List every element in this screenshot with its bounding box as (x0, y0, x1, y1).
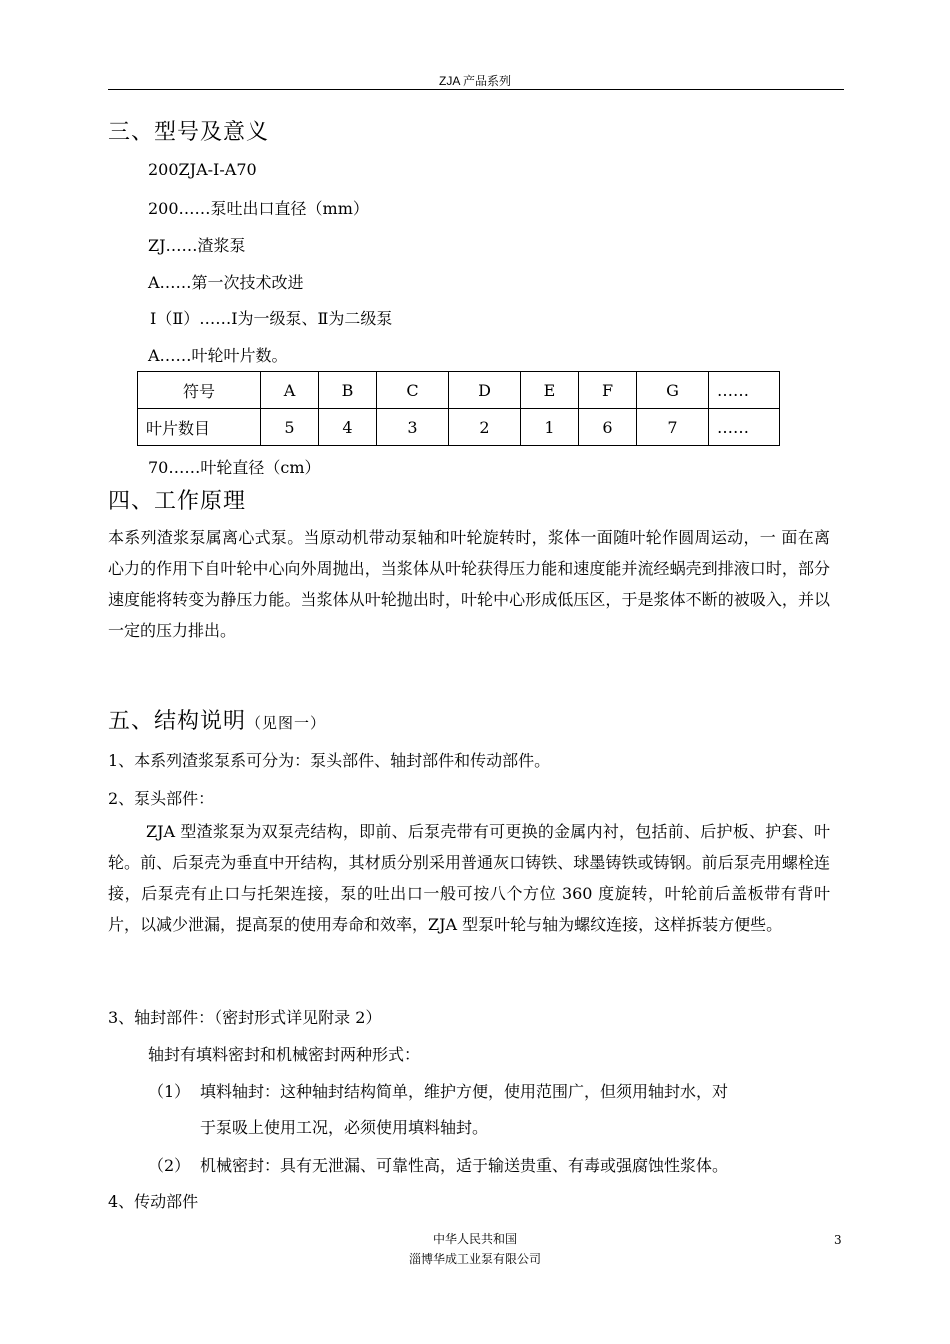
table-cell: 符号 (138, 372, 261, 409)
table-cell: 4 (319, 409, 377, 446)
model-line-blades: A……叶轮叶片数。 (148, 346, 288, 365)
section5-heading (108, 704, 326, 735)
table-cell: 6 (579, 409, 637, 446)
section4-heading: 四、工作原理 (108, 489, 247, 514)
seal-item-1-line2: 于泵吸上使用工况，必须使用填料轴封。 (200, 1118, 489, 1137)
model-example: 200ZJA-Ⅰ-A70 (148, 160, 257, 179)
model-line-improvement: A……第一次技术改进 (148, 273, 304, 292)
header-rule (108, 89, 844, 90)
footer-line2: 淄博华成工业泵有限公司 (408, 1252, 541, 1266)
table-cell: …… (709, 409, 780, 446)
table-row (138, 409, 780, 446)
structure-item-3: 3、轴封部件：（密封形式详见附录 2） (108, 1008, 382, 1027)
table-cell: A (261, 372, 319, 409)
table-cell: 5 (261, 409, 319, 446)
table-row (138, 372, 780, 409)
blade-count-table (137, 371, 780, 446)
seal-item-1-number: （1） (148, 1082, 191, 1101)
seal-item-2-text: 机械密封：具有无泄漏、可靠性高，适于输送贵重、有毒或强腐蚀性浆体。 (200, 1156, 729, 1175)
page-number: 3 (834, 1233, 842, 1247)
model-line-stage: Ⅰ（Ⅱ）……Ⅰ为一级泵、Ⅱ为二级泵 (150, 309, 393, 328)
table-cell: 7 (637, 409, 709, 446)
table-cell: 2 (449, 409, 521, 446)
working-principle-paragraph: 本系列渣浆泵属离心式泵。当原动机带动泵轴和叶轮旋转时，浆体一面随叶轮作圆周运动，一 面在离心力的作用下自叶轮中心向外周抛出，当浆体从叶轮获得压力能和速度能并流经蜗壳到排液口时，部分速度能将转变为静压力能。当浆体从叶轮抛出时，叶轮中心形成低压区，于是浆体不断的被吸入，并以一定的压力排出。 (108, 528, 830, 640)
section5-heading-note: （见图一） (246, 714, 327, 732)
table-cell: G (637, 372, 709, 409)
model-line-impeller-diameter: 70……叶轮直径（cm） (148, 458, 321, 477)
table-cell: C (377, 372, 449, 409)
seal-item-1-line1: 填料轴封：这种轴封结构简单，维护方便，使用范围广，但须用轴封水，对 (200, 1082, 729, 1101)
table-cell: F (579, 372, 637, 409)
page-header: ZJA 产品系列 (438, 74, 511, 88)
seal-item-2-number: （2） (148, 1156, 191, 1175)
table-cell: 1 (521, 409, 579, 446)
pump-head-paragraph: ZJA 型渣浆泵为双泵壳结构，即前、后泵壳带有可更换的金属内衬，包括前、后护板、护套、叶轮。前、后泵壳为垂直中开结构，其材质分别采用普通灰口铸铁、球墨铸铁或铸钢。前后泵壳用螺栓连接，后泵壳有止口与托架连接，泵的吐出口一般可按八个方位 360 度旋转，叶轮前后盖板带有背叶片，以减少泄漏，提高泵的使用寿命和效率，ZJA 型泵叶轮与轴为螺纹连接，这样拆装方便些。 (108, 822, 830, 934)
structure-item-4: 4、传动部件 (108, 1192, 199, 1211)
table-cell: 叶片数目 (138, 409, 261, 446)
table-cell: B (319, 372, 377, 409)
section3-heading: 三、型号及意义 (108, 120, 270, 145)
table-cell: 3 (377, 409, 449, 446)
model-line-type: ZJ……渣浆泵 (148, 236, 246, 255)
footer-line1: 中华人民共和国 (432, 1232, 517, 1246)
model-line-diameter: 200……泵吐出口直径（mm） (148, 199, 369, 218)
shaft-seal-intro: 轴封有填料密封和机械密封两种形式： (148, 1045, 421, 1064)
structure-item-1: 1、本系列渣浆泵系可分为：泵头部件、轴封部件和传动部件。 (108, 751, 551, 770)
section5-heading-text: 五、结构说明 (108, 709, 247, 734)
structure-item-2: 2、泵头部件： (108, 789, 215, 808)
table-cell: E (521, 372, 579, 409)
table-cell: D (449, 372, 521, 409)
table-cell: …… (709, 372, 780, 409)
